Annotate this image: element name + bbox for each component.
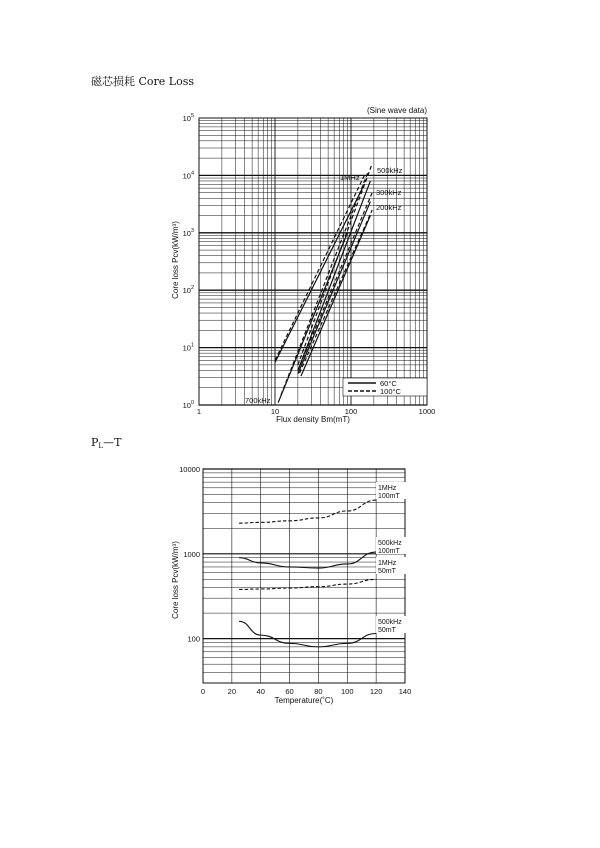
chart1-legend-label-60c: 60°C	[380, 379, 397, 388]
chart2-label-1mhz-100mt	[376, 482, 406, 500]
chart1-y-tick-label: $10^1$	[182, 342, 194, 353]
core-loss-vs-temperature-chart	[171, 465, 411, 705]
chart1-annotation-300khz: 300kHz	[376, 188, 402, 197]
chart2-label-1mhz-100mt-line1: 1MHz	[378, 485, 397, 492]
chart2-x-tick-label: 100	[341, 687, 354, 696]
chart2-series-line	[239, 621, 376, 647]
chart1-x-axis-label: Flux density Bm(mT)	[276, 415, 350, 424]
chart1-annotation-700khz: 700kHz	[245, 396, 271, 405]
chart1-y-tick-label: $10^5$	[182, 113, 194, 123]
chart1-y-tick-label: $10^4$	[182, 170, 194, 181]
chart1-series-line	[281, 171, 368, 395]
chart2-label-500khz-100mt	[376, 537, 406, 555]
pl-symbol: P	[91, 436, 99, 449]
core-loss-heading: 磁芯损耗 Core Loss	[91, 75, 195, 88]
chart2-x-tick-label: 60	[285, 687, 294, 696]
chart1-x-tick-label: 1000	[418, 407, 436, 416]
chart1-x-tick-label: 1	[196, 407, 202, 416]
chart2-label-500khz-100mt-line1: 500kHz	[378, 540, 402, 547]
pl-subscript: L	[98, 442, 104, 450]
chart2-label-500khz-50mt-line1: 500kHz	[378, 619, 402, 626]
chart1-x-tick-label: 100	[344, 407, 358, 416]
chart1-annotation-1mhz: 1MHz	[340, 173, 360, 182]
chart2-label-1mhz-50mt-line2: 50mT	[378, 568, 396, 575]
chart2-label-1mhz-50mt	[376, 557, 406, 575]
chart2-x-axis-label: Temperature(˚C)	[274, 696, 334, 705]
chart2-x-tick-label: 40	[256, 687, 265, 696]
chart2-y-tick-label: 100	[187, 634, 200, 644]
chart1-frame	[199, 118, 427, 405]
pl-rest: —T	[103, 436, 122, 449]
chart2-series-line	[239, 500, 376, 523]
chart2-label-500khz-50mt	[376, 616, 406, 634]
core-loss-vs-flux-chart	[171, 106, 435, 424]
chart1-series-line	[298, 193, 372, 371]
chart1-x-tick-label: 10	[270, 407, 280, 416]
chart1-annotation-200khz: 200kHz	[376, 203, 402, 212]
chart2-label-1mhz-100mt-line2: 100mT	[378, 493, 400, 500]
chart2-x-tick-label: 120	[369, 687, 383, 696]
chart2-y-tick-label: 10000	[179, 465, 200, 474]
chart2-y-axis-label: Core loss Pcv(kW/m³)	[171, 541, 180, 619]
chart1-legend-label-100c: 100°C	[380, 387, 401, 396]
chart2-labels	[376, 482, 406, 634]
chart2-y-tick-label: 1000	[183, 549, 200, 559]
chart2-x-tick-label: 20	[227, 687, 237, 696]
chart1-note: (Sine wave data)	[366, 106, 427, 115]
chart1-grid	[199, 106, 428, 405]
chart1-annotation-500khz: 500kHz	[377, 166, 403, 175]
chart1-legend	[343, 378, 427, 396]
chart2-x-tick-label: 80	[314, 687, 323, 696]
chart2-label-1mhz-50mt-line1: 1MHz	[378, 560, 397, 567]
chart2-label-500khz-100mt-line2: 100mT	[378, 548, 400, 555]
chart1-y-tick-label: $10^3$	[182, 227, 194, 238]
chart1-y-axis-label: Core loss Pcv(kW/m³)	[171, 221, 180, 299]
chart1-series-line	[298, 164, 372, 365]
chart2-x-tick-label: 140	[398, 687, 412, 696]
chart1-series	[275, 164, 372, 403]
chart1-y-tick-label: $10^0$	[182, 400, 194, 410]
chart2-frame	[203, 469, 405, 683]
chart2-x-tick-label: 0	[200, 687, 206, 696]
chart2-series-line	[239, 579, 376, 589]
chart2-series	[239, 500, 376, 647]
chart1-y-tick-label: $10^2$	[182, 285, 194, 296]
chart2-grid	[203, 469, 405, 683]
chart2-series-line	[239, 552, 376, 568]
chart2-label-500khz-50mt-line2: 50mT	[378, 627, 396, 634]
